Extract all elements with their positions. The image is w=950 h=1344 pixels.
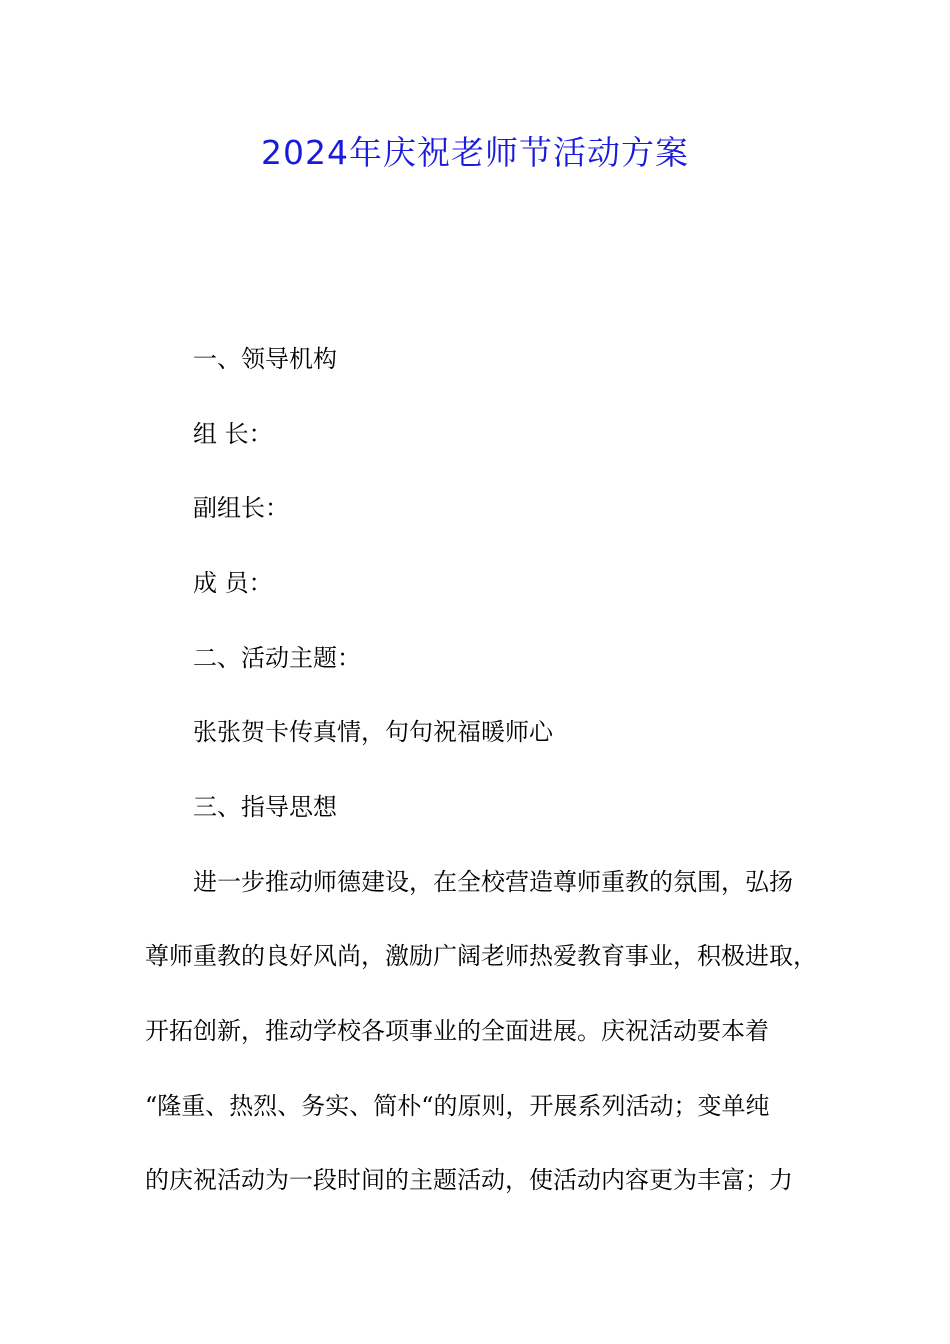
deputy-leader-label: 副组长： xyxy=(193,494,289,522)
guiding-line: 的庆祝活动为一段时间的主题活动，使活动内容更为丰富；力 xyxy=(145,1166,793,1194)
leadership-heading: 一、领导机构 xyxy=(193,345,337,373)
group-leader-label: 组 长： xyxy=(193,420,273,448)
guiding-line: 开拓创新，推动学校各项事业的全面进展。庆祝活动要本着 xyxy=(145,1017,769,1045)
guiding-line: 尊师重教的良好风尚，激励广阔老师热爱教育事业，积极进取， xyxy=(145,942,817,970)
guiding-line: “隆重、热烈、务实、简朴“的原则，开展系列活动；变单纯 xyxy=(145,1092,770,1120)
guiding-line: 进一步推动师德建设，在全校营造尊师重教的氛围，弘扬 xyxy=(193,868,793,896)
members-label: 成 员： xyxy=(193,569,273,597)
guiding-heading: 三、指导思想 xyxy=(193,793,337,821)
theme-heading: 二、活动主题： xyxy=(193,644,361,672)
theme-text: 张张贺卡传真情，句句祝福暖师心 xyxy=(193,718,553,746)
document-title: 2024年庆祝老师节活动方案 xyxy=(261,133,689,172)
